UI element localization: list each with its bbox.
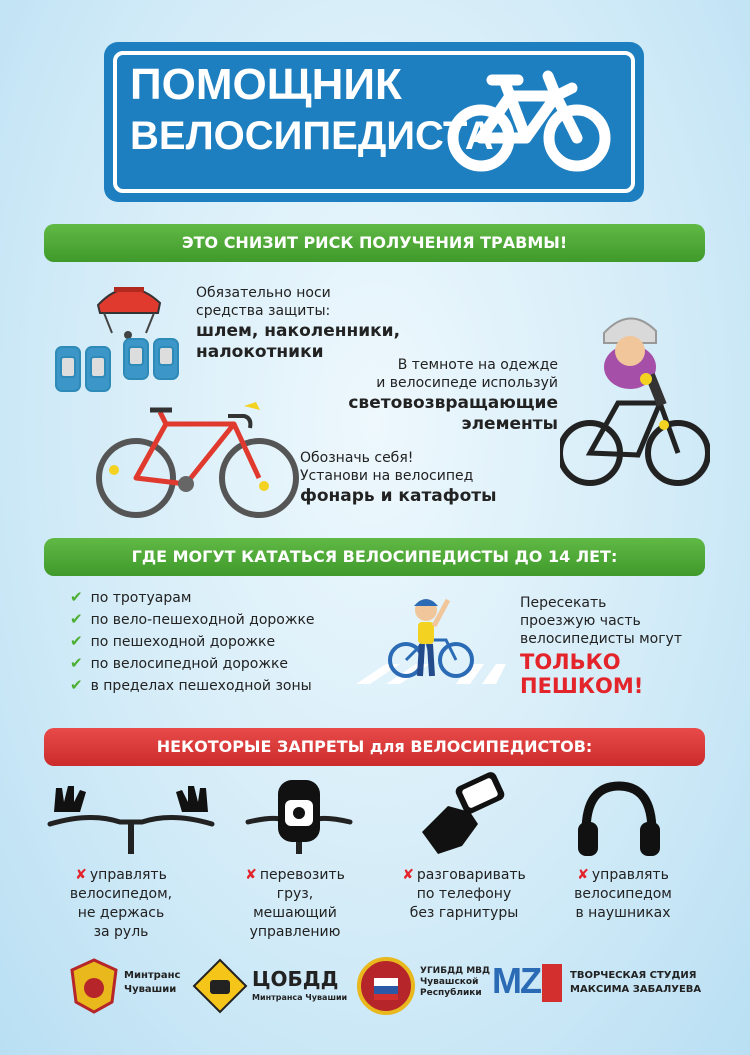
cyclist-girl-illustration	[560, 305, 710, 495]
ban-cargo-line-3: мешающий	[253, 905, 337, 921]
phone-in-hand-icon	[418, 772, 508, 857]
mintrans-text-1: Минтранс	[124, 970, 181, 981]
ban-cargo-line-4: управлению	[249, 924, 341, 940]
ban-cargo-line-2: груз,	[276, 886, 314, 902]
cross-red-1: ТОЛЬКО	[520, 650, 621, 674]
backpack-icon	[244, 776, 354, 856]
ban-no-hands-line-1: управлять	[89, 867, 167, 883]
ban-cargo	[220, 866, 370, 942]
cross-text-2: проезжую часть	[520, 613, 641, 629]
ban-no-hands-line-3: не держась	[77, 905, 165, 921]
ban-phone-line-3: без гарнитуры	[409, 905, 519, 921]
list-item	[70, 652, 315, 674]
studio-text-2: МАКСИМА ЗАБАЛУЕВА	[570, 984, 702, 995]
cross-red-2: ПЕШКОМ!	[520, 674, 644, 698]
cobdd-subtitle: Минтранса Чувашии	[252, 993, 348, 1002]
check-icon: ✔	[70, 654, 83, 672]
cross-icon: ✘	[245, 867, 257, 883]
list-item-label: по велосипедной дорожке	[90, 656, 289, 672]
banner-where-ride: ГДЕ МОГУТ КАТАТЬСЯ ВЕЛОСИПЕДИСТЫ ДО 14 ЛЕТ:	[44, 538, 705, 576]
title-sign	[104, 42, 644, 202]
cobdd-sign-logo	[192, 958, 248, 1014]
light-text-1: Обозначь себя!	[300, 450, 414, 466]
mz-studio-logo: MZ	[492, 960, 540, 1001]
list-item	[70, 608, 315, 630]
list-item	[70, 630, 315, 652]
ugibdd-text-1: УГИБДД МВД	[420, 966, 491, 976]
ban-headphones-line-2: велосипедом	[574, 886, 672, 902]
ban-no-hands	[46, 866, 196, 942]
protect-text-2: средства защиты:	[196, 303, 331, 319]
reflect-text-1: В темноте на одежде	[397, 357, 558, 373]
protect-bold-2: налокотники	[196, 342, 324, 362]
cross-text-1: Пересекать	[520, 595, 607, 611]
list-item	[70, 674, 315, 696]
check-icon: ✔	[70, 632, 83, 650]
check-icon: ✔	[70, 610, 83, 628]
light-text-2: Установи на велосипед	[300, 468, 474, 484]
bicycle-icon	[444, 66, 614, 176]
mz-logo-accent	[542, 964, 562, 1002]
ugibdd-emblem-logo	[356, 956, 416, 1016]
ban-headphones-line-1: управлять	[591, 867, 669, 883]
list-item-label: в пределах пешеходной зоны	[90, 678, 312, 694]
cross-icon: ✘	[577, 867, 589, 883]
light-bold: фонарь и катафоты	[300, 486, 497, 506]
helmet-and-pads-illustration	[40, 275, 200, 400]
list-item-label: по вело-пешеходной дорожке	[90, 612, 315, 628]
road-bike-illustration	[94, 396, 304, 521]
ban-headphones-line-3: в наушниках	[575, 905, 671, 921]
check-icon: ✔	[70, 676, 83, 694]
check-icon: ✔	[70, 588, 83, 606]
list-item-label: по тротуарам	[90, 590, 192, 606]
protect-bold-1: шлем, наколенники,	[196, 321, 401, 341]
title-line-1: ПОМОЩНИК	[130, 60, 402, 109]
ban-phone-line-1: разговаривать	[416, 867, 526, 883]
list-item-label: по пешеходной дорожке	[90, 634, 276, 650]
handlebar-no-hands-icon	[46, 782, 216, 857]
cross-icon: ✘	[402, 867, 414, 883]
chuvashia-emblem-logo	[68, 958, 120, 1014]
title-line-2: ВЕЛОСИПЕДИСТА	[130, 114, 494, 158]
cross-text-3: велосипедисты могут	[520, 631, 682, 647]
reflect-text-2: и велосипеде используй	[376, 375, 558, 391]
ban-cargo-line-1: перевозить	[259, 867, 345, 883]
reflect-bold-1: световозвращающие	[348, 393, 558, 413]
child-crossing-illustration	[346, 592, 506, 692]
headphones-icon	[576, 780, 662, 860]
ban-no-hands-line-4: за руль	[93, 924, 149, 940]
ugibdd-text-3: Республики	[420, 988, 482, 998]
allowed-places-list	[70, 586, 315, 696]
protect-text-1: Обязательно носи	[196, 285, 331, 301]
reflect-bold-2: элементы	[461, 414, 558, 434]
ban-no-hands-line-2: велосипедом,	[69, 886, 173, 902]
mintrans-text-2: Чувашии	[124, 984, 177, 995]
list-item	[70, 586, 315, 608]
ban-headphones	[548, 866, 698, 923]
ban-phone-line-2: по телефону	[416, 886, 512, 902]
ban-phone	[384, 866, 544, 923]
studio-text-1: ТВОРЧЕСКАЯ СТУДИЯ	[570, 970, 697, 981]
cobdd-title: ЦОБДД	[252, 967, 339, 991]
banner-prohibitions: НЕКОТОРЫЕ ЗАПРЕТЫ для ВЕЛОСИПЕДИСТОВ:	[44, 728, 705, 766]
ugibdd-text-2: Чувашской	[420, 977, 479, 987]
banner-injury-risk: ЭТО СНИЗИТ РИСК ПОЛУЧЕНИЯ ТРАВМЫ!	[44, 224, 705, 262]
cross-icon: ✘	[75, 867, 87, 883]
